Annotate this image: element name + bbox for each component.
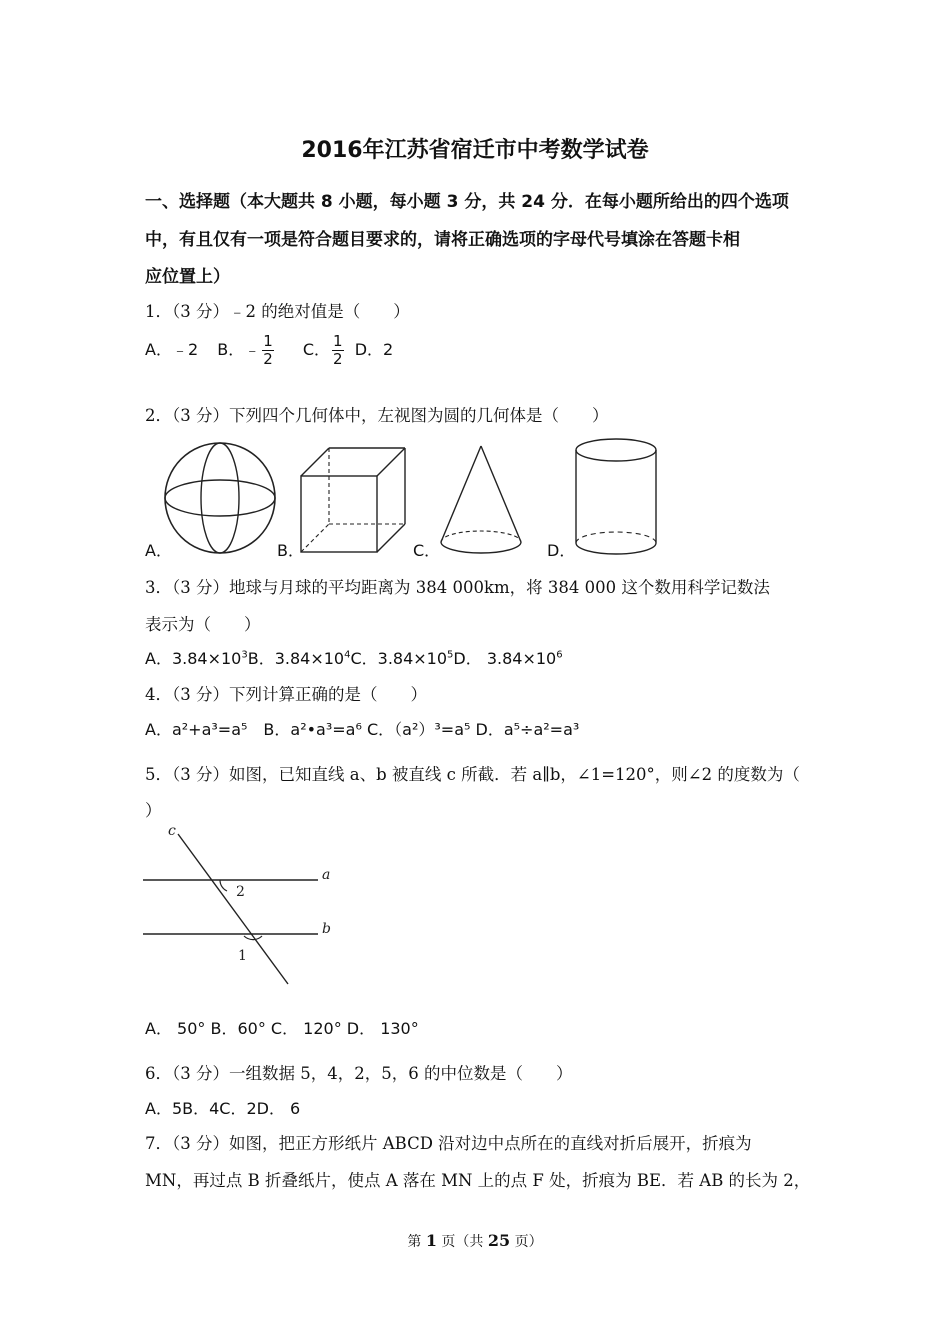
page-title: 2016年江苏省宿迁市中考数学试卷 [301, 138, 649, 163]
q3-stem-line-2: 表示为（ ） [145, 615, 261, 634]
fig-label-angle-1: 1 [238, 948, 247, 964]
q1-option-b: B．﹣ $\frac{1}{2}$ [217, 332, 273, 368]
q7-stem-line-1: 7．（3 分）如图，把正方形纸片 ABCD 沿对边中点所在的直线对折后展开，折痕为 [145, 1134, 752, 1153]
q2-label-a: A． [145, 541, 172, 560]
q1-options [145, 333, 393, 368]
q1-stem: 1．（3 分）﹣2 的绝对值是（ ） [145, 302, 410, 321]
cone-figure [438, 444, 524, 556]
q2-label-d: D． [547, 541, 576, 560]
cube-figure [299, 446, 409, 554]
total-page-count: 25 [487, 1231, 511, 1250]
q1-option-d: D．2 [354, 340, 394, 359]
fig-label-angle-2: 2 [236, 884, 245, 900]
q1-option-a: A．﹣2 [145, 340, 199, 359]
fig-label-c: c [168, 823, 176, 839]
page-footer: 第 1 页（共 25 页） [407, 1231, 543, 1250]
sphere-figure [163, 442, 279, 556]
section-heading-line-1: 一、选择题（本大题共 8 小题，每小题 3 分，共 24 分．在每小题所给出的四个选项 [145, 192, 789, 212]
q1-option-c: C． $\frac{1}{2}$ [302, 332, 343, 368]
q7-stem-line-2: MN，再过点 B 折叠纸片，使点 A 落在 MN 上的点 F 处，折痕为 BE．若 AB 的长为 2， [145, 1171, 811, 1190]
q6-options: A．5B．4C．2D． 6 [145, 1099, 301, 1118]
q3-options [145, 646, 563, 669]
q4-stem: 4．（3 分）下列计算正确的是（ ） [145, 685, 427, 704]
q3-option-c: C．$3.84\times 10^5$ [350, 649, 454, 668]
section-heading-line-2: 中，有且仅有一项是符合题目要求的，请将正确选项的字母代号填涂在答题卡相 [145, 230, 740, 250]
q6-stem: 6．（3 分）一组数据 5，4，2，5，6 的中位数是（ ） [145, 1064, 573, 1083]
q5-options: A． 50° B．60° C． 120° D． 130° [145, 1019, 419, 1038]
q4-options: A．a²+a³=a⁵ B．a²•a³=a⁶ C．（a²）³=a⁵ D．a⁵÷a²=a³ [145, 720, 580, 739]
current-page-number: 1 [425, 1231, 437, 1250]
q5-stem-line-2: ） [145, 801, 162, 820]
q3-option-a: A．$3.84\times 10^3$ [145, 649, 248, 668]
q2-label-c: C． [413, 541, 441, 560]
q5-stem-line-1: 5．（3 分）如图，已知直线 a、b 被直线 c 所截．若 a∥b，∠1=120°，则∠2 的度数为（ [145, 765, 800, 784]
q2-stem: 2．（3 分）下列四个几何体中，左视图为圆的几何体是（ ） [145, 406, 609, 425]
fig-label-b: b [322, 921, 331, 937]
q3-stem-line-1: 3．（3 分）地球与月球的平均距离为 384 000km，将 384 000 这个数用科学记数法 [145, 578, 770, 597]
cylinder-figure [574, 437, 658, 557]
parallel-lines-figure [140, 822, 345, 987]
q2-label-b: B． [277, 541, 304, 560]
fig-label-a: a [322, 867, 331, 883]
q3-option-d: D． $3.84\times 10^6$ [453, 649, 563, 668]
q3-option-b: B．$3.84\times 10^4$ [247, 649, 351, 668]
section-heading-line-3: 应位置上） [145, 267, 230, 287]
